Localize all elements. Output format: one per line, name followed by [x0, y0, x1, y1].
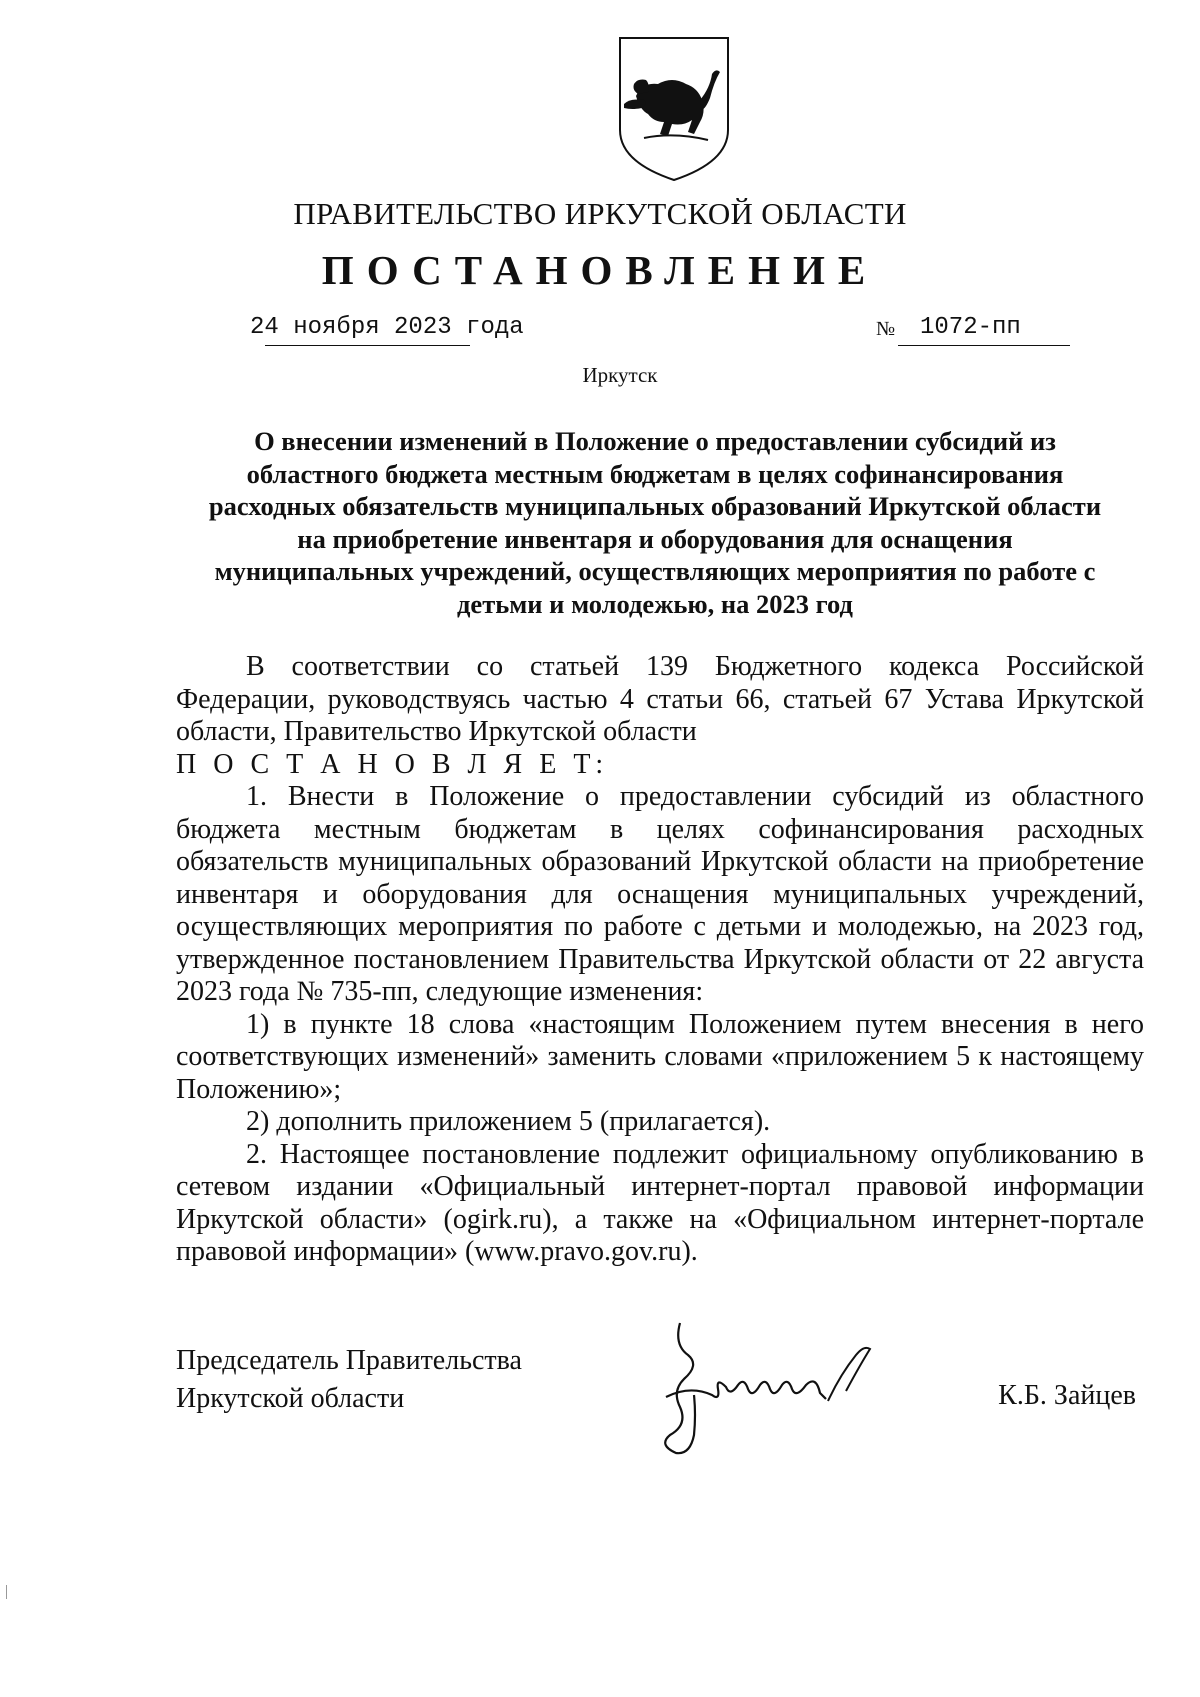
title-line: детьми и молодежью, на 2023 год — [457, 588, 853, 619]
document-type: ПОСТАНОВЛЕНИЕ — [321, 247, 879, 293]
date-underline — [265, 345, 470, 346]
document-number: 1072-пп — [920, 314, 1021, 341]
subitem-2-paragraph: 2) дополнить приложением 5 (прилагается). — [246, 1106, 771, 1137]
title-line: О внесении изменений в Положение о предоставлении субсидий из — [254, 426, 1056, 456]
decree-word: П О С Т А Н О В Л Я Е Т: — [176, 748, 609, 780]
number-underline — [898, 345, 1070, 346]
title-line: расходных обязательств муниципальных образований Иркутской области — [208, 491, 1102, 521]
position-line: Иркутской области — [176, 1383, 405, 1414]
title-line: муниципальных учреждений, осуществляющих мероприятия по работе с — [214, 556, 1096, 586]
item-2-paragraph: 2. Настоящее постановление подлежит официальному опубликованию в сетевом издании «Официальный интернет-портал правовой информации Иркутской области» (ogirk.ru), а также на «Официальном интернет-портале правовой информации» (www.pravo.gov.ru). — [176, 1138, 1144, 1267]
document-body — [176, 651, 1144, 1269]
coat-of-arms-icon — [614, 34, 734, 184]
preamble-paragraph: В соответствии со статьей 139 Бюджетного кодекса Российской Федерации, руководствуясь частью 4 статьи 66, статьей 67 Устава Иркутской области, Правительство Иркутской области — [176, 651, 1144, 747]
position-line: Председатель Правительства — [176, 1345, 522, 1376]
city: Иркутск — [582, 363, 658, 387]
signatory-position — [176, 1342, 522, 1418]
subitem-1-paragraph: 1) в пункте 18 слова «настоящим Положением путем внесения в него соответствующих изменений» заменить словами «приложением 5 к настоящему Положению»; — [176, 1008, 1144, 1105]
document-date: 24 ноября 2023 года — [250, 314, 524, 341]
number-sign: № — [876, 318, 896, 340]
document-title — [170, 425, 1140, 620]
title-line: областного бюджета местным бюджетам в целях софинансирования — [246, 458, 1064, 489]
item-1-paragraph: 1. Внести в Положение о предоставлении субсидий из областного бюджета местным бюджетам в целях софинансирования расходных обязательств муниципальных образований Иркутской области на приобретение инвентаря и оборудования для оснащения муниципальных учреждений, осуществляющих мероприятия по работе с детьми и молодежью, на 2023 год, утвержденное постановлением Правительства Иркутской области от 22 августа 2023 года № 735-пп, следующие изменения: — [176, 781, 1144, 1007]
handwritten-signature — [660, 1315, 940, 1455]
scan-edge-mark — [6, 1585, 7, 1599]
signatory-name: К.Б. Зайцев — [998, 1380, 1136, 1411]
title-line: на приобретение инвентаря и оборудования для оснащения — [297, 523, 1013, 554]
government-name: ПРАВИТЕЛЬСТВО ИРКУТСКОЙ ОБЛАСТИ — [293, 196, 907, 231]
